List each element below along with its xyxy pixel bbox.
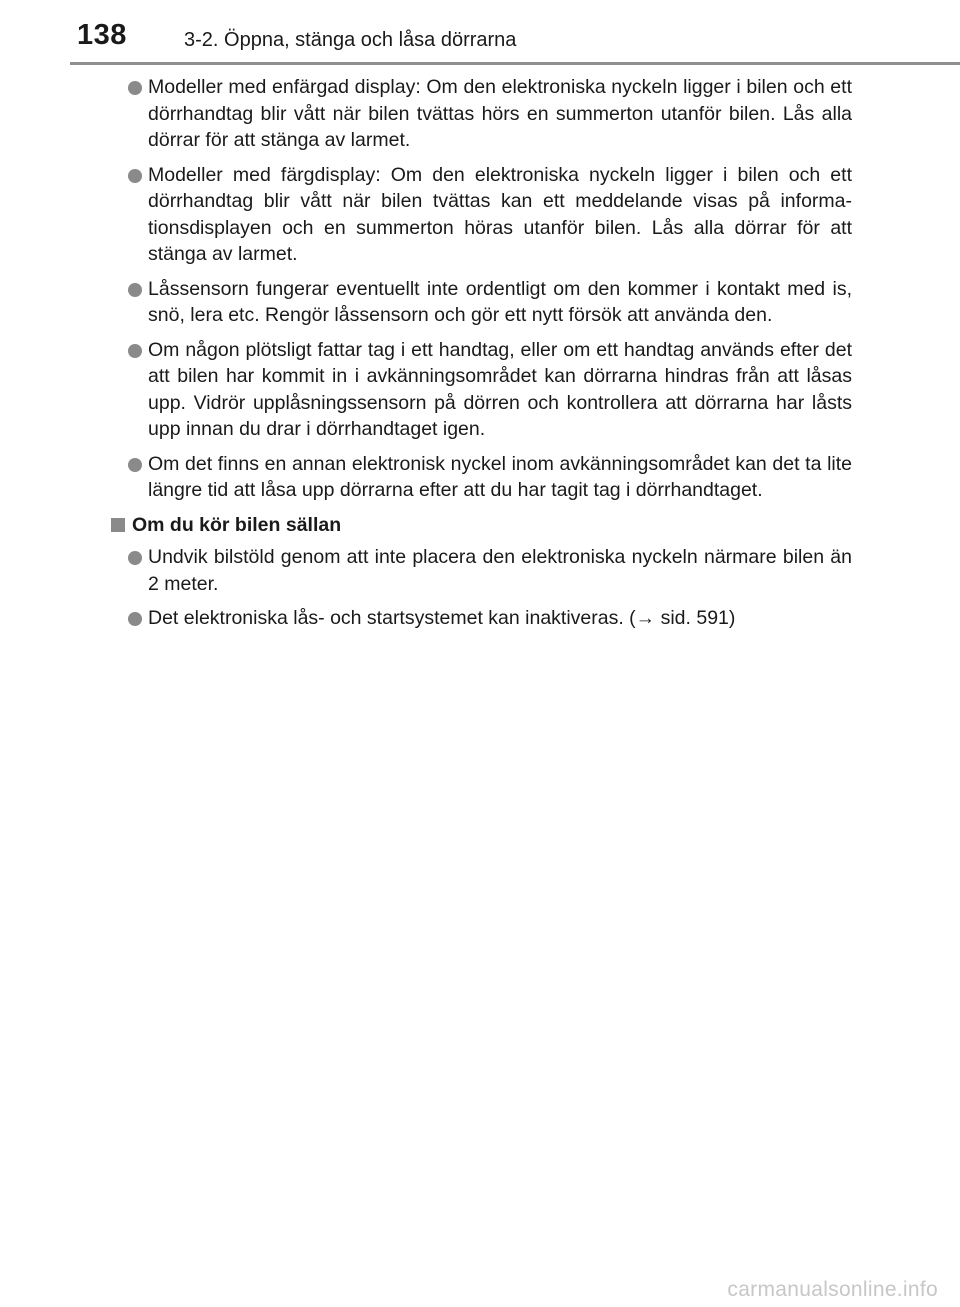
header-divider — [70, 62, 960, 65]
list-item-text: Om det finns en annan elektronisk nyckel inom avkänningsområdet kan det ta lite längre tid att låsa upp dörrarna efter att du har tagit tag i dörrhandtaget. — [148, 452, 852, 501]
bullet-dot-icon — [128, 81, 142, 95]
section-heading — [111, 512, 852, 539]
watermark: carmanualsonline.info — [727, 1278, 938, 1301]
bullet-dot-icon — [128, 458, 142, 472]
section-title: 3-2. Öppna, stänga och låsa dörrarna — [184, 29, 517, 51]
list-item-text: Modeller med färgdisplay: Om den elektroniska nyckeln ligger i bilen och ett dörrhandtag blir vått när bilen tvättas kan ett meddelande visas på informationsdisplayen och en summerton höras utanför bilen. Lås alla dörrar för att stänga av larmet. — [148, 163, 852, 265]
bullet-dot-icon — [128, 551, 142, 565]
list-item-text: Undvik bilstöld genom att inte placera den elektroniska nyckeln närmare bilen än 2 meter. — [148, 546, 852, 595]
list-item — [127, 544, 852, 597]
bullet-dot-icon — [128, 283, 142, 297]
list-item — [127, 276, 852, 329]
page-number: 138 — [77, 19, 127, 51]
square-bullet-icon — [111, 518, 125, 532]
bullet-dot-icon — [128, 612, 142, 626]
section-heading-text: Om du kör bilen sällan — [132, 513, 342, 536]
list-item-text: Låssensorn fungerar eventuellt inte ordentligt om den kommer i kontakt med is, snö, lera etc. Rengör låssensorn och gör ett nytt försök att använda den. — [148, 277, 852, 326]
list-item — [127, 451, 852, 504]
list-item-text: Det elektroniska lås- och startsystemet kan inaktiveras. (→ sid. 591) — [148, 607, 736, 629]
list-item — [127, 162, 852, 268]
list-item-text: Om någon plötsligt fattar tag i ett handtag, eller om ett handtag används efter det att bilen har kommit in i avkänningsområdet kan dörrarna hindras från att låsas upp. Vidrör upplåsningssensorn på dörren och kontrollera att dörrarna har låsts upp innan du drar i dörrhandtaget igen. — [148, 338, 852, 440]
list-item-text: Modeller med enfärgad display: Om den elektroniska nyckeln ligger i bilen och ett dörrhandtag blir vått när bilen tvättas hörs en summerton utanför bilen. Lås alla dörrar för att stänga av larmet. — [148, 76, 852, 151]
bullet-dot-icon — [128, 169, 142, 183]
page-body — [127, 74, 852, 640]
list-item — [127, 337, 852, 443]
page-header — [0, 0, 960, 66]
list-item — [127, 74, 852, 154]
list-item — [127, 605, 852, 632]
bullet-dot-icon — [128, 344, 142, 358]
